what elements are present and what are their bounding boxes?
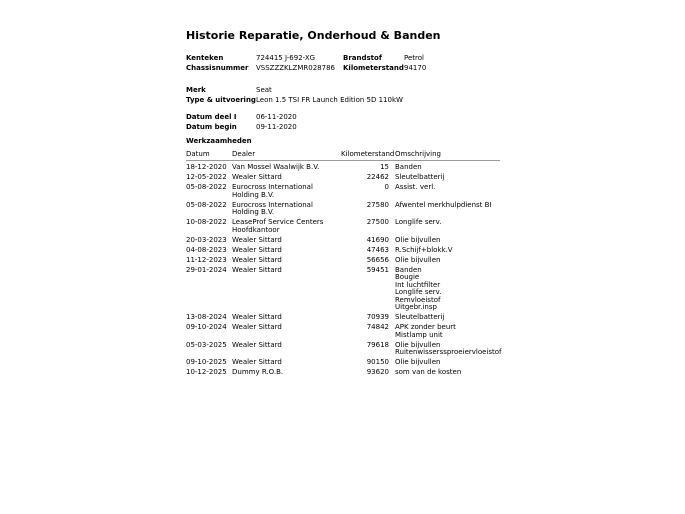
werkzaamheden-table [186, 150, 506, 377]
cell-datum: 09-10-2024 [186, 323, 227, 331]
datum-begin-label: Datum begin [186, 123, 237, 131]
omschrijving-line: Sleutelbatterij [395, 173, 445, 181]
cell-dealer: Eurocross International Holding B.V. [232, 200, 313, 216]
table-row [186, 257, 500, 265]
omschrijving-line: Ruitenwisserssproeiervloeistof [395, 348, 502, 356]
cell-kilometerstand: 93620 [366, 368, 389, 376]
table-header-row [186, 150, 500, 161]
cell-dealer: Wealer Sittard [232, 245, 282, 254]
cell-datum: 05-08-2022 [186, 183, 227, 191]
cell-kilometerstand: 79618 [366, 340, 389, 349]
cell-kilometerstand: 70939 [366, 313, 389, 321]
cell-datum: 05-08-2022 [186, 200, 227, 209]
cell-omschrijving [389, 324, 500, 339]
cell-dealer: Dummy R.O.B. [232, 368, 284, 376]
omschrijving-line: som van de kosten [395, 368, 462, 376]
omschrijving-line: Olie bijvullen [395, 255, 441, 264]
cell-kilometerstand: 0 [384, 183, 389, 191]
table-row [186, 237, 500, 245]
cell-omschrijving [389, 267, 500, 312]
merk-value: Seat [256, 86, 272, 94]
cell-dealer: Wealer Sittard [232, 173, 282, 181]
cell-kilometerstand: 22462 [366, 173, 389, 181]
cell-omschrijving [389, 369, 500, 377]
document-page [186, 30, 506, 379]
chassisnummer-value: VSSZZZKLZMR028786 [256, 64, 335, 72]
kilometerstand-value: 94170 [404, 64, 427, 72]
column-header-kilometerstand: Kilometerstand [341, 150, 395, 158]
kenteken-label: Kenteken [186, 54, 224, 62]
cell-datum: 09-10-2025 [186, 358, 227, 366]
type-uitvoering-value: Leon 1.5 TSI FR Launch Edition 5D 110kW [256, 96, 403, 104]
column-header-dealer: Dealer [232, 150, 256, 158]
cell-kilometerstand: 41690 [366, 235, 389, 244]
omschrijving-line: Olie bijvullen [395, 358, 441, 366]
cell-datum: 20-03-2023 [186, 235, 227, 244]
brandstof-label: Brandstof [343, 54, 382, 62]
cell-datum: 10-12-2025 [186, 368, 227, 376]
chassisnummer-label: Chassisnummer [186, 64, 249, 72]
table-row [186, 359, 500, 367]
werkzaamheden-heading: Werkzaamheden [186, 137, 252, 145]
table-row [186, 314, 500, 322]
cell-datum: 12-05-2022 [186, 173, 227, 181]
omschrijving-line: APK zonder beurt [395, 323, 456, 331]
cell-kilometerstand: 15 [380, 163, 389, 171]
cell-dealer: Wealer Sittard [232, 340, 282, 349]
cell-omschrijving [389, 184, 500, 199]
cell-dealer: Wealer Sittard [232, 255, 282, 264]
datum-deel-label: Datum deel I [186, 113, 237, 121]
cell-omschrijving [389, 342, 502, 357]
table-row [186, 324, 500, 339]
table-row [186, 184, 500, 199]
table-row [186, 369, 500, 377]
cell-omschrijving [389, 202, 500, 217]
type-uitvoering-label: Type & uitvoering [186, 96, 256, 104]
cell-omschrijving [389, 257, 500, 265]
cell-dealer: Wealer Sittard [232, 265, 282, 274]
cell-dealer: Van Mossel Waalwijk B.V. [232, 163, 320, 171]
kilometerstand-label: Kilometerstand [343, 64, 404, 72]
cell-omschrijving [389, 237, 500, 245]
kenteken-value: 724415 J-692-XG [256, 54, 316, 62]
cell-datum: 13-08-2024 [186, 313, 227, 321]
cell-kilometerstand: 27500 [366, 218, 389, 226]
table-row [186, 219, 500, 234]
column-header-omschrijving: Omschrijving [395, 150, 441, 158]
table-row [186, 247, 500, 255]
vehicle-identity-block [186, 53, 506, 73]
omschrijving-line: Banden [395, 265, 422, 274]
table-row [186, 342, 500, 357]
cell-datum: 29-01-2024 [186, 265, 227, 274]
cell-kilometerstand: 27580 [366, 200, 389, 209]
omschrijving-line: Longlife serv. [395, 288, 442, 296]
cell-datum: 18-12-2020 [186, 163, 227, 171]
datum-deel-value: 06-11-2020 [256, 113, 297, 121]
omschrijving-line: Remvloeistof [395, 295, 441, 304]
cell-omschrijving [389, 314, 500, 322]
omschrijving-line: Olie bijvullen [395, 235, 441, 244]
omschrijving-line: Afwentel merkhulpdienst BI [395, 200, 492, 209]
omschrijving-line: Mistlamp unit [395, 330, 443, 339]
cell-dealer: LeaseProf Service Centers Hoofdkantoor [232, 218, 324, 234]
cell-omschrijving [389, 164, 500, 172]
cell-dealer: Wealer Sittard [232, 358, 282, 366]
cell-kilometerstand: 74842 [366, 323, 389, 331]
cell-datum: 04-08-2023 [186, 245, 227, 254]
cell-kilometerstand: 47463 [366, 245, 389, 254]
cell-omschrijving [389, 359, 500, 367]
cell-kilometerstand: 56656 [366, 255, 389, 264]
omschrijving-line: Sleutelbatterij [395, 313, 445, 321]
omschrijving-line: Bougie [395, 273, 420, 281]
cell-dealer: Wealer Sittard [232, 323, 282, 331]
cell-omschrijving [389, 219, 500, 234]
dates-block [186, 112, 506, 132]
cell-kilometerstand: 59451 [366, 265, 389, 274]
omschrijving-line: Longlife serv. [395, 218, 442, 226]
cell-datum: 05-03-2025 [186, 340, 227, 349]
table-body [186, 164, 506, 377]
omschrijving-line: Olie bijvullen [395, 340, 441, 349]
omschrijving-line: Banden [395, 163, 422, 171]
datum-begin-value: 09-11-2020 [256, 123, 297, 131]
omschrijving-line: Uitgebr.insp [395, 303, 437, 311]
table-row [186, 164, 500, 172]
cell-datum: 11-12-2023 [186, 255, 227, 264]
omschrijving-line: Int luchtfilter [395, 280, 441, 289]
cell-datum: 10-08-2022 [186, 218, 227, 226]
table-row [186, 202, 500, 217]
merk-label: Merk [186, 86, 206, 94]
table-row [186, 267, 500, 312]
page-title: Historie Reparatie, Onderhoud & Banden [186, 29, 441, 42]
cell-omschrijving [389, 247, 500, 255]
vehicle-type-block [186, 85, 506, 105]
cell-dealer: Wealer Sittard [232, 313, 282, 321]
cell-dealer: Eurocross International Holding B.V. [232, 183, 313, 199]
table-row [186, 174, 500, 182]
cell-dealer: Wealer Sittard [232, 235, 282, 244]
cell-kilometerstand: 90150 [366, 358, 389, 366]
column-header-datum: Datum [186, 150, 210, 158]
omschrijving-line: R.Schijf+blokk.V [395, 245, 453, 254]
omschrijving-line: Assist. verl. [395, 183, 436, 191]
brandstof-value: Petrol [404, 54, 424, 62]
cell-omschrijving [389, 174, 500, 182]
